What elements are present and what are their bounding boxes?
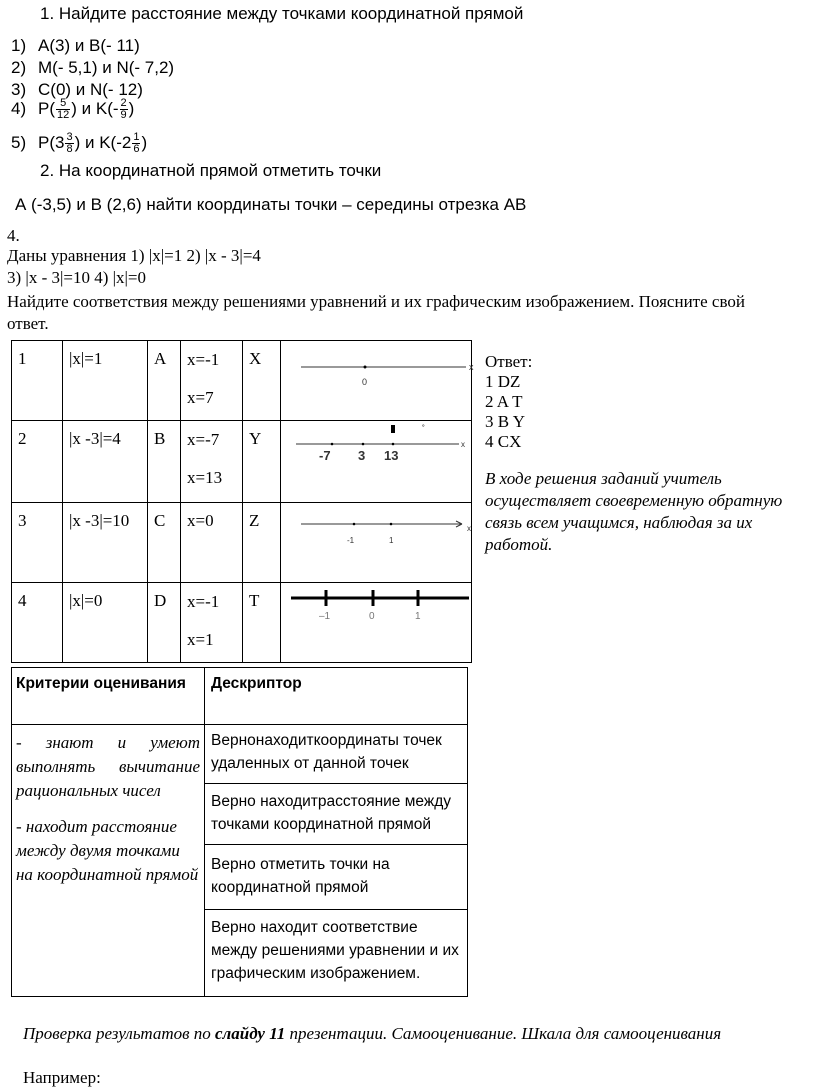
answer-block: Ответ: 1 DZ 2 A T 3 B Y 4 CX xyxy=(485,352,533,451)
numberline-y-cell xyxy=(281,421,472,503)
matching-table xyxy=(11,340,472,663)
criteria-header: Критерии оценивания xyxy=(12,668,205,725)
task1-item-5: 5) P(3 $\frac{3}{8}$ ) и K(-2 $\frac{1}{6}$ ) xyxy=(11,131,148,155)
svg-text:0: 0 xyxy=(369,611,375,622)
table-row: 3 |x -3|=10 C x=0 Z -1 1 x xyxy=(12,503,472,583)
descriptor-1: Вернонаходиткоординаты точек удаленных от данной точек xyxy=(205,725,468,784)
zero-label: 0 xyxy=(362,377,368,387)
numberline-x-cell xyxy=(281,341,472,421)
tick-label: 13 xyxy=(384,448,399,463)
descriptor-4: Верно находит соответствие между решениями уравнении и их графическим изображением. xyxy=(205,910,468,997)
criteria-table xyxy=(11,667,468,997)
task2-title: 2. На координатной прямой отметить точки xyxy=(40,161,382,180)
task1-item-4: 4) P( $\frac{5}{12}$ ) и K(- $\frac{2}{9}$ ) xyxy=(11,97,135,121)
criteria-left-1: - знают и умеют выполнять вычитание рациональных чисел xyxy=(16,733,200,800)
task1-item-1: 1) A(3) и B(- 11) xyxy=(11,36,140,55)
svg-text:˚: ˚ xyxy=(422,424,425,434)
numberline-z xyxy=(281,513,481,558)
task4-line4: ответ. xyxy=(7,314,49,333)
task1-item-2: 2) M(- 5,1) и N(- 7,2) xyxy=(11,58,175,77)
tick-label: -7 xyxy=(319,448,331,463)
task2-text: А (-3,5) и В (2,6) найти координаты точки – середины отрезка АВ xyxy=(15,195,527,214)
axis-label: x xyxy=(469,362,474,372)
numberline-t xyxy=(281,585,481,625)
numberline-y xyxy=(281,421,481,471)
teacher-note: В ходе решения заданий учитель осуществляет своевременную обратную связь всем учащимся, наблюдая за их работой. xyxy=(485,469,783,554)
numberline-x xyxy=(281,351,481,391)
table-row: 1 |x|=1 A x=-1 x=7 X 0 x xyxy=(12,341,472,421)
tick-label: -1 xyxy=(347,536,355,545)
task4-line2: 3) |x - 3|=10 4) |x|=0 xyxy=(7,268,147,287)
axis-label: x xyxy=(461,440,465,449)
descriptor-2: Верно находитрасстояние между точками координатной прямой xyxy=(205,784,468,845)
example-label: Например: xyxy=(23,1068,101,1087)
svg-text:1: 1 xyxy=(415,611,421,622)
descriptor-header: Дескриптор xyxy=(205,668,468,725)
numberline-t-cell xyxy=(281,583,472,663)
table-row: 2 |x -3|=4 B x=-7 x=13 Y ˚ -7 3 13 x xyxy=(12,421,472,503)
axis-label: x xyxy=(467,524,471,533)
table-row: 4 |x|=0 D x=-1 x=1 T –1 0 1 xyxy=(12,583,472,663)
task4-number: 4. xyxy=(7,226,20,245)
footer-note: Проверка результатов по слайду 11 презентации. Самооценивание. Шкала для самооценивания xyxy=(23,1024,722,1043)
numberline-z-cell xyxy=(281,503,472,583)
task1-title: 1. Найдите расстояние между точками координатной прямой xyxy=(40,4,524,23)
descriptor-3: Верно отметить точки на координатной прямой xyxy=(205,845,468,910)
task4-line3: Найдите соответствия между решениями уравнений и их графическим изображением. Поясните свой xyxy=(7,292,745,311)
tick-label: 1 xyxy=(389,536,394,545)
criteria-left-2: - находит расстояние между двумя точками на координатной прямой xyxy=(16,817,199,884)
svg-text:–1: –1 xyxy=(319,611,331,622)
tick-label: 3 xyxy=(358,448,366,463)
task4-line1: Даны уравнения 1) |x|=1 2) |x - 3|=4 xyxy=(7,246,261,265)
task1-item-3: 3) C(0) и N(- 12) xyxy=(11,80,143,99)
